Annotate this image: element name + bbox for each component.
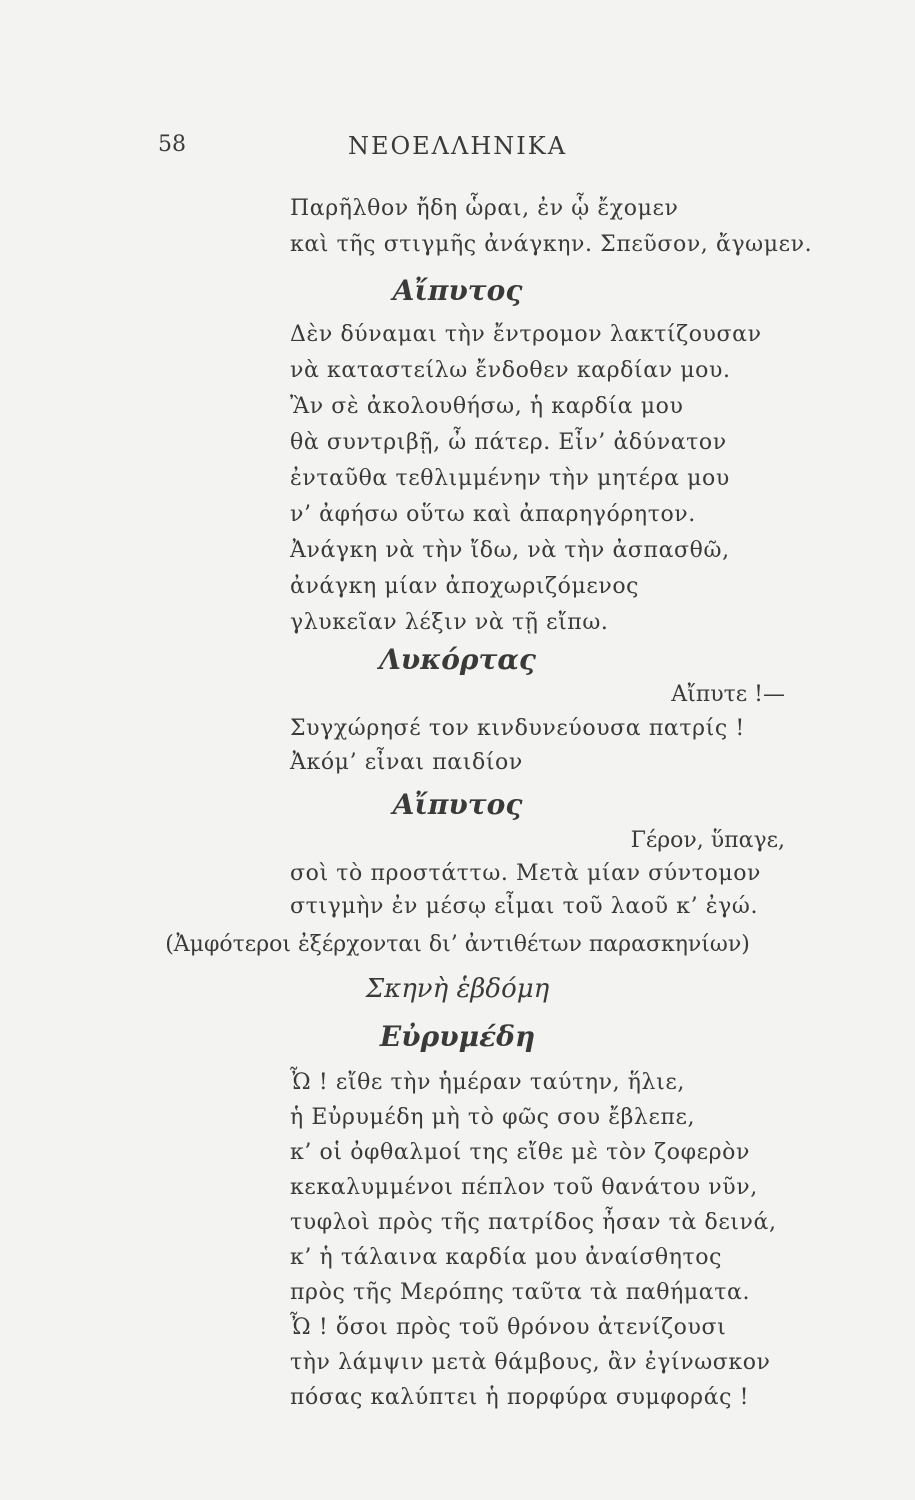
verse-line: κ’ οἱ ὀφθαλμοί της εἴθε μὲ τὸν ζοφερὸν — [290, 1140, 750, 1165]
stage-direction: (Ἀμφότεροι ἐξέρχονται δι’ ἀντιθέτων παρασκηνίων) — [165, 932, 750, 957]
speaker-name: Αἴπυτος — [392, 274, 523, 307]
verse-line: ἀνάγκη μίαν ἀποχωριζόμενος — [290, 574, 640, 599]
verse-line: Ὦ ! ὅσοι πρὸς τοῦ θρόνου ἀτενίζουσι — [290, 1315, 727, 1340]
verse-line: Ὦ ! εἴθε τὴν ἡμέραν ταύτην, ἥλιε, — [290, 1070, 685, 1095]
verse-line: Παρῆλθον ἤδη ὧραι, ἐν ᾧ ἔχομεν — [290, 196, 679, 221]
running-head: ΝΕΟΕΛΛΗΝΙΚΑ — [347, 132, 568, 160]
speaker-name: Εὐρυμέδη — [379, 1020, 536, 1053]
verse-line: πρὸς τῆς Μερόπης ταῦτα τὰ παθήματα. — [290, 1280, 751, 1305]
verse-line: ἐνταῦθα τεθλιμμένην τὴν μητέρα μου — [290, 466, 730, 491]
verse-line: σοὶ τὸ προστάττω. Μετὰ μίαν σύντομον — [290, 861, 762, 886]
verse-line: τὴν λάμψιν μετὰ θάμβους, ἂν ἐγίνωσκον — [290, 1350, 771, 1375]
verse-line: στιγμὴν ἐν μέσῳ εἶμαι τοῦ λαοῦ κ’ ἐγώ. — [290, 894, 759, 919]
verse-line: τυφλοὶ πρὸς τῆς πατρίδος ἦσαν τὰ δεινά, — [290, 1210, 777, 1235]
speaker-name: Λυκόρτας — [379, 643, 536, 676]
verse-line: Δὲν δύναμαι τὴν ἔντρομον λακτίζουσαν — [290, 322, 762, 347]
verse-line: ν’ ἀφήσω οὕτω καὶ ἀπαρηγόρητον. — [290, 502, 696, 527]
verse-line: κεκαλυμμένοι πέπλον τοῦ θανάτου νῦν, — [290, 1175, 758, 1200]
verse-line: Ἀνάγκη νὰ τὴν ἴδω, νὰ τὴν ἀσπασθῶ, — [290, 538, 730, 563]
scene-title: Σκηνὴ ἑβδόμη — [365, 974, 550, 1004]
speaker-name: Αἴπυτος — [392, 788, 523, 821]
page-header — [0, 132, 915, 162]
verse-line: γλυκεῖαν λέξιν νὰ τῇ εἴπω. — [290, 610, 609, 635]
verse-line: ἡ Εὐρυμέδη μὴ τὸ φῶς σου ἔβλεπε, — [290, 1105, 696, 1130]
verse-line: Συγχώρησέ τον κινδυνεύουσα πατρίς ! — [290, 716, 745, 741]
verse-line: πόσας καλύπτει ἡ πορφύρα συμφοράς ! — [290, 1385, 750, 1410]
verse-line-right: Αἴπυτε !— — [671, 682, 785, 707]
verse-line: Ἀκόμ’ εἶναι παιδίον — [290, 750, 523, 775]
verse-line: Ἂν σὲ ἀκολουθήσω, ἡ καρδία μου — [290, 394, 684, 419]
verse-line: καὶ τῆς στιγμῆς ἀνάγκην. Σπεῦσον, ἄγωμεν. — [290, 232, 813, 257]
verse-line: νὰ καταστείλω ἔνδοθεν καρδίαν μου. — [290, 358, 731, 383]
verse-line: κ’ ἡ τάλαινα καρδία μου ἀναίσθητος — [290, 1245, 723, 1270]
verse-line: θὰ συντριβῇ, ὦ πάτερ. Εἶν’ ἀδύνατον — [290, 430, 727, 455]
page-number: 58 — [158, 132, 186, 157]
verse-line-right: Γέρον, ὕπαγε, — [630, 828, 785, 853]
